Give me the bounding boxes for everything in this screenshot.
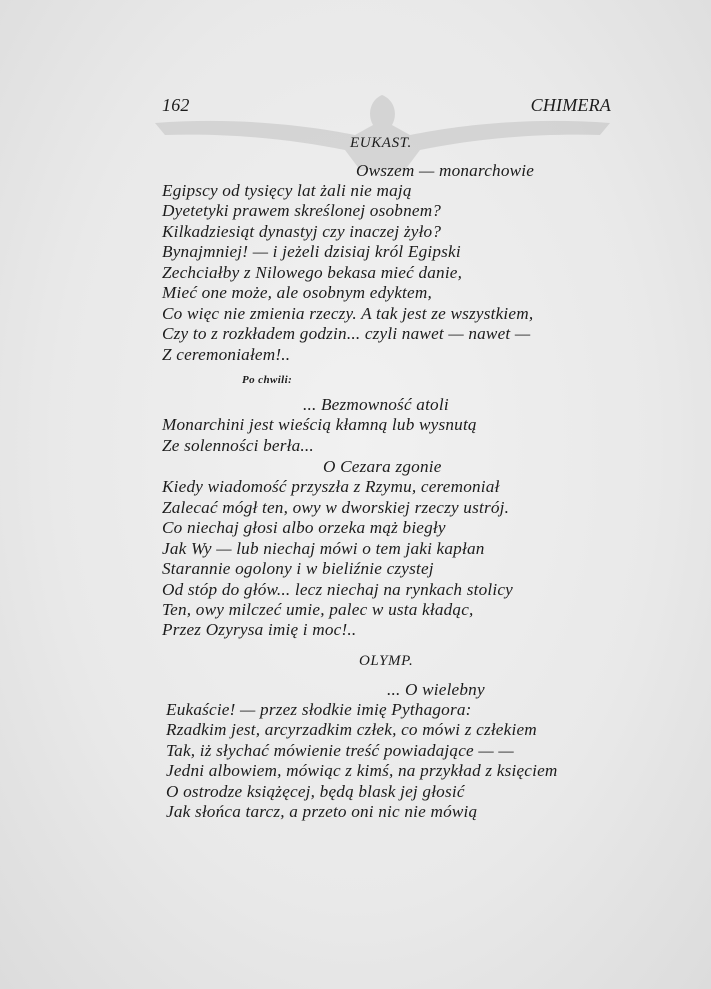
verse-line: Jak Wy — lub niechaj mówi o tem jaki kapłan <box>162 539 485 558</box>
verse-line: Zalecać mógł ten, owy w dworskiej rzeczy ustrój. <box>162 498 510 517</box>
verse-line: ... O wielebny <box>387 680 485 699</box>
verse-line: Od stóp do głów... lecz niechaj na rynkach stolicy <box>162 580 513 599</box>
verse-line: ... Bezmowność atoli <box>303 395 449 414</box>
verse-line: Monarchini jest wieścią kłamną lub wysnutą <box>162 415 477 434</box>
verse-line: Z ceremoniałem!.. <box>162 345 291 364</box>
verse-line: Jak słońca tarcz, a przeto oni nic nie mówią <box>166 802 478 821</box>
verse-line: Starannie ogolony i w bieliźnie czystej <box>162 559 434 578</box>
verse-line: Eukaście! — przez słodkie imię Pythagora: <box>166 700 472 719</box>
verse-line: Ze solenności berła... <box>162 436 314 455</box>
verse-line: Bynajmniej! — i jeżeli dzisiaj król Egipski <box>162 242 461 261</box>
verse-line: O ostrodze książęcej, będą blask jej głosić <box>166 782 465 801</box>
speaker-name: EUKAST. <box>350 135 412 151</box>
verse-line: Owszem — monarchowie <box>356 161 535 180</box>
verse-line: Kiedy wiadomość przyszła z Rzymu, ceremoniał <box>162 477 500 496</box>
verse-line: Jedni albowiem, mówiąc z kimś, na przykład z księciem <box>166 761 558 780</box>
verse-line: O Cezara zgonie <box>323 457 442 476</box>
page-number: 162 <box>162 95 190 115</box>
verse-line: Czy to z rozkładem godzin... czyli nawet — nawet — <box>162 324 531 343</box>
verse-line: Dyetetyki prawem skreślonej osobnem? <box>162 201 442 220</box>
verse-line: Ten, owy milczeć umie, palec w usta kładąc, <box>162 600 474 619</box>
verse-line: Co niechaj głosi albo orzeka mąż biegły <box>162 518 446 537</box>
verse-line: Przez Ozyrysa imię i moc!.. <box>162 620 357 639</box>
verse-line: Zechciałby z Nilowego bekasa mieć danie, <box>162 263 463 282</box>
verse-line: Egipscy od tysięcy lat żali nie mają <box>162 181 412 200</box>
stage-direction: Po chwili: <box>242 374 293 386</box>
verse-line: Kilkadziesiąt dynastyj czy inaczej żyło? <box>162 222 442 241</box>
speaker-name: OLYMP. <box>359 653 414 669</box>
running-title: CHIMERA <box>530 95 611 115</box>
verse-line: Tak, iż słychać mówienie treść powiadające — — <box>166 741 514 760</box>
verse-line: Mieć one może, ale osobnym edyktem, <box>162 283 432 302</box>
verse-line: Co więc nie zmienia rzeczy. A tak jest ze wszystkiem, <box>162 304 534 323</box>
verse-line: Rzadkim jest, arcyrzadkim człek, co mówi z człekiem <box>166 720 537 739</box>
